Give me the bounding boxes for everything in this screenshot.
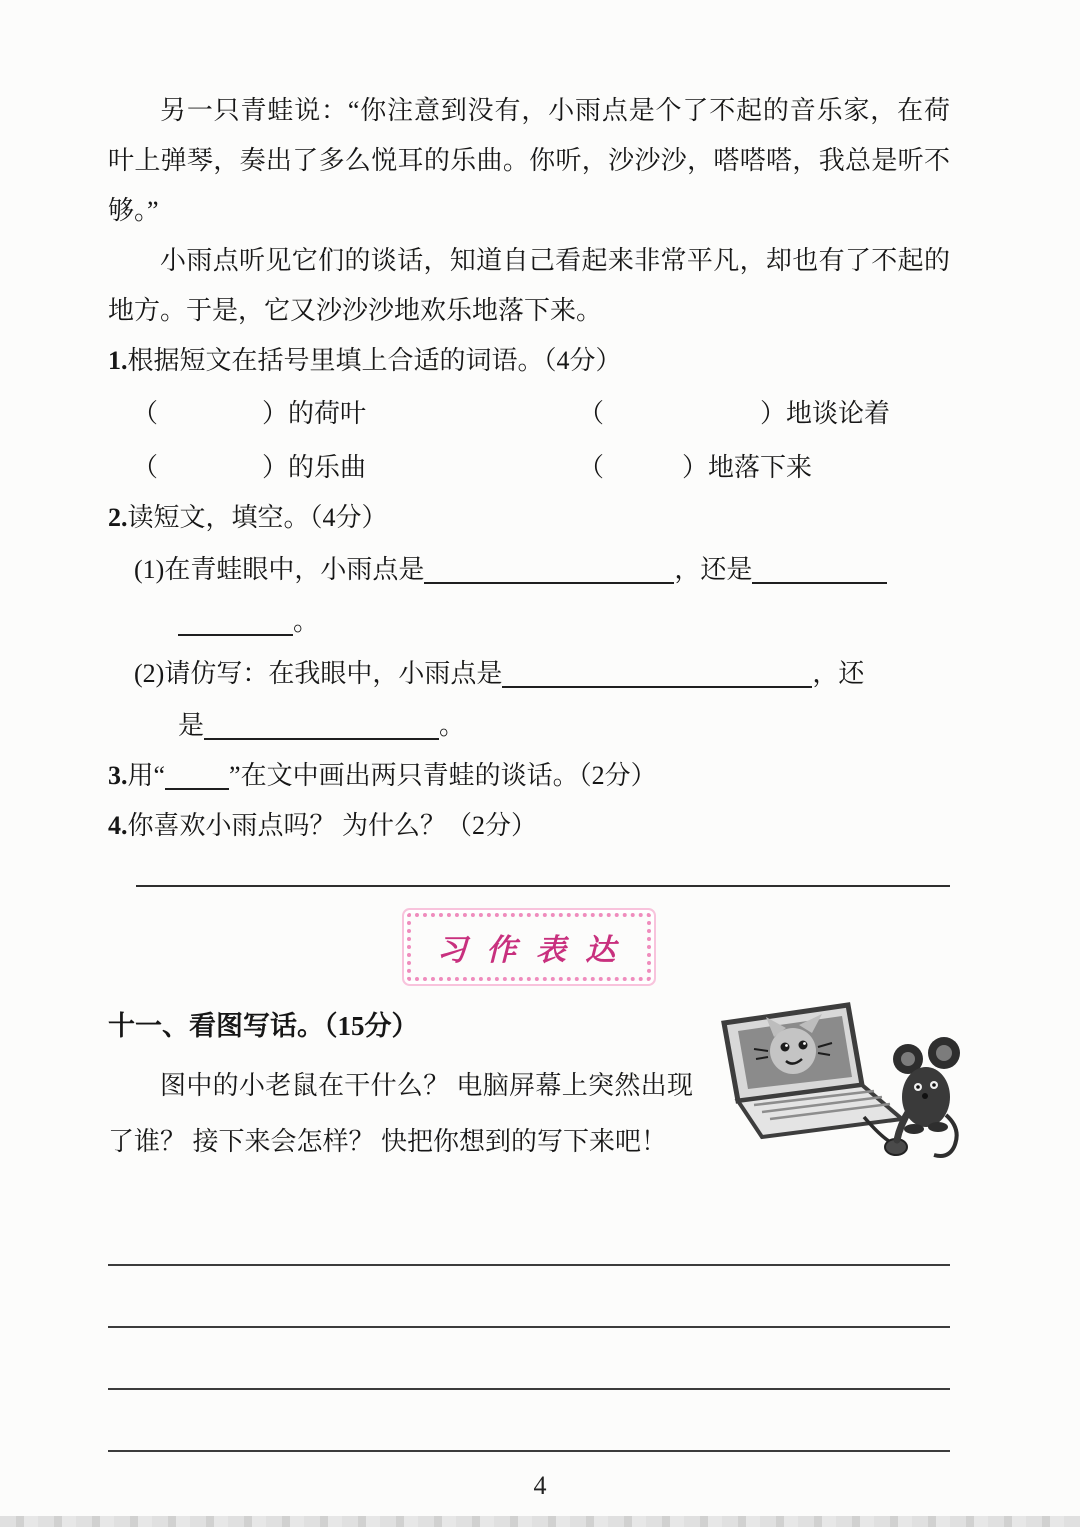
question-2-sub1-line2 (108, 597, 950, 647)
writing-line (108, 1204, 950, 1266)
paren-blank-row-2 (108, 443, 950, 493)
question-3-post: ”在文中画出两只青蛙的谈话。（2分） (229, 760, 657, 790)
page-number: 4 (533, 1471, 547, 1500)
answer-line (136, 885, 950, 887)
section-11-prompt: 图中的小老鼠在干什么？ 电脑屏幕上突然出现了谁？ 接下来会怎样？ 快把你想到的写下来吧！ (108, 1070, 693, 1156)
question-1 (108, 336, 950, 386)
question-2-sub2-line2 (108, 701, 950, 751)
sub2-text-b: ，还 (812, 658, 865, 688)
sub1-label: (1) (134, 555, 165, 585)
question-2-number: 2. (108, 503, 128, 533)
paren-blank-row-1 (108, 389, 950, 439)
question-2-sub2-line1 (108, 649, 950, 699)
mouse-laptop-illustration (696, 997, 964, 1175)
paren-blank: （ ）地谈论着 (578, 399, 891, 429)
writing-line (108, 1266, 950, 1328)
sub1-text-b: ，还是 (674, 555, 753, 585)
fill-blank (752, 582, 887, 584)
section-banner-wrap (108, 913, 950, 981)
question-3-pre: 用“ (127, 760, 166, 790)
passage-paragraph-1: 另一只青蛙说：“你注意到没有，小雨点是个了不起的音乐家，在荷叶上弹琴，奏出了多么悦耳的乐曲。你听，沙沙沙，嗒嗒嗒，我总是听不够。” (108, 96, 950, 225)
paren-blank: （ ）的荷叶 (132, 399, 367, 429)
writing-line (108, 1390, 950, 1452)
question-1-text: 根据短文在括号里填上合适的词语。（4分） (127, 345, 622, 375)
sub2-text-c: 是 (178, 710, 205, 740)
passage-paragraph-2: 小雨点听见它们的谈话，知道自己看起来非常平凡，却也有了不起的地方。于是，它又沙沙沙地欢乐地落下来。 (108, 245, 950, 325)
writing-line (108, 1328, 950, 1390)
question-2 (108, 493, 950, 543)
page-content (108, 86, 950, 1452)
question-4-number: 4. (108, 810, 128, 840)
fill-blank (502, 686, 812, 688)
section-11-heading: 十一、看图写话。（15分） (108, 1010, 419, 1041)
question-4-text: 你喜欢小雨点吗？ 为什么？（2分） (127, 810, 538, 840)
paren-blank: （ ）的乐曲 (132, 453, 367, 483)
question-2-text: 读短文，填空。（4分） (127, 503, 388, 533)
fill-blank (165, 788, 229, 790)
writing-area (108, 1204, 950, 1452)
question-4 (108, 801, 950, 851)
question-2-sub1-line1 (108, 545, 950, 595)
sub2-label: (2) (134, 658, 165, 688)
section-banner: 习 作 表 达 (407, 913, 652, 981)
fill-blank (424, 582, 674, 584)
sub2-text-a: 请仿写：在我眼中，小雨点是 (164, 658, 503, 688)
sub1-text-c: 。 (293, 607, 320, 637)
fill-blank (178, 634, 293, 636)
paren-blank: （ ）地落下来 (578, 453, 813, 483)
scan-edge-artifact (0, 1516, 1080, 1527)
sub2-text-d: 。 (439, 710, 466, 740)
section-11 (108, 1001, 950, 1170)
question-3 (108, 751, 950, 801)
fill-blank (204, 738, 439, 740)
question-3-number: 3. (108, 760, 128, 790)
question-1-number: 1. (108, 345, 128, 375)
sub1-text-a: 在青蛙眼中，小雨点是 (164, 555, 425, 585)
